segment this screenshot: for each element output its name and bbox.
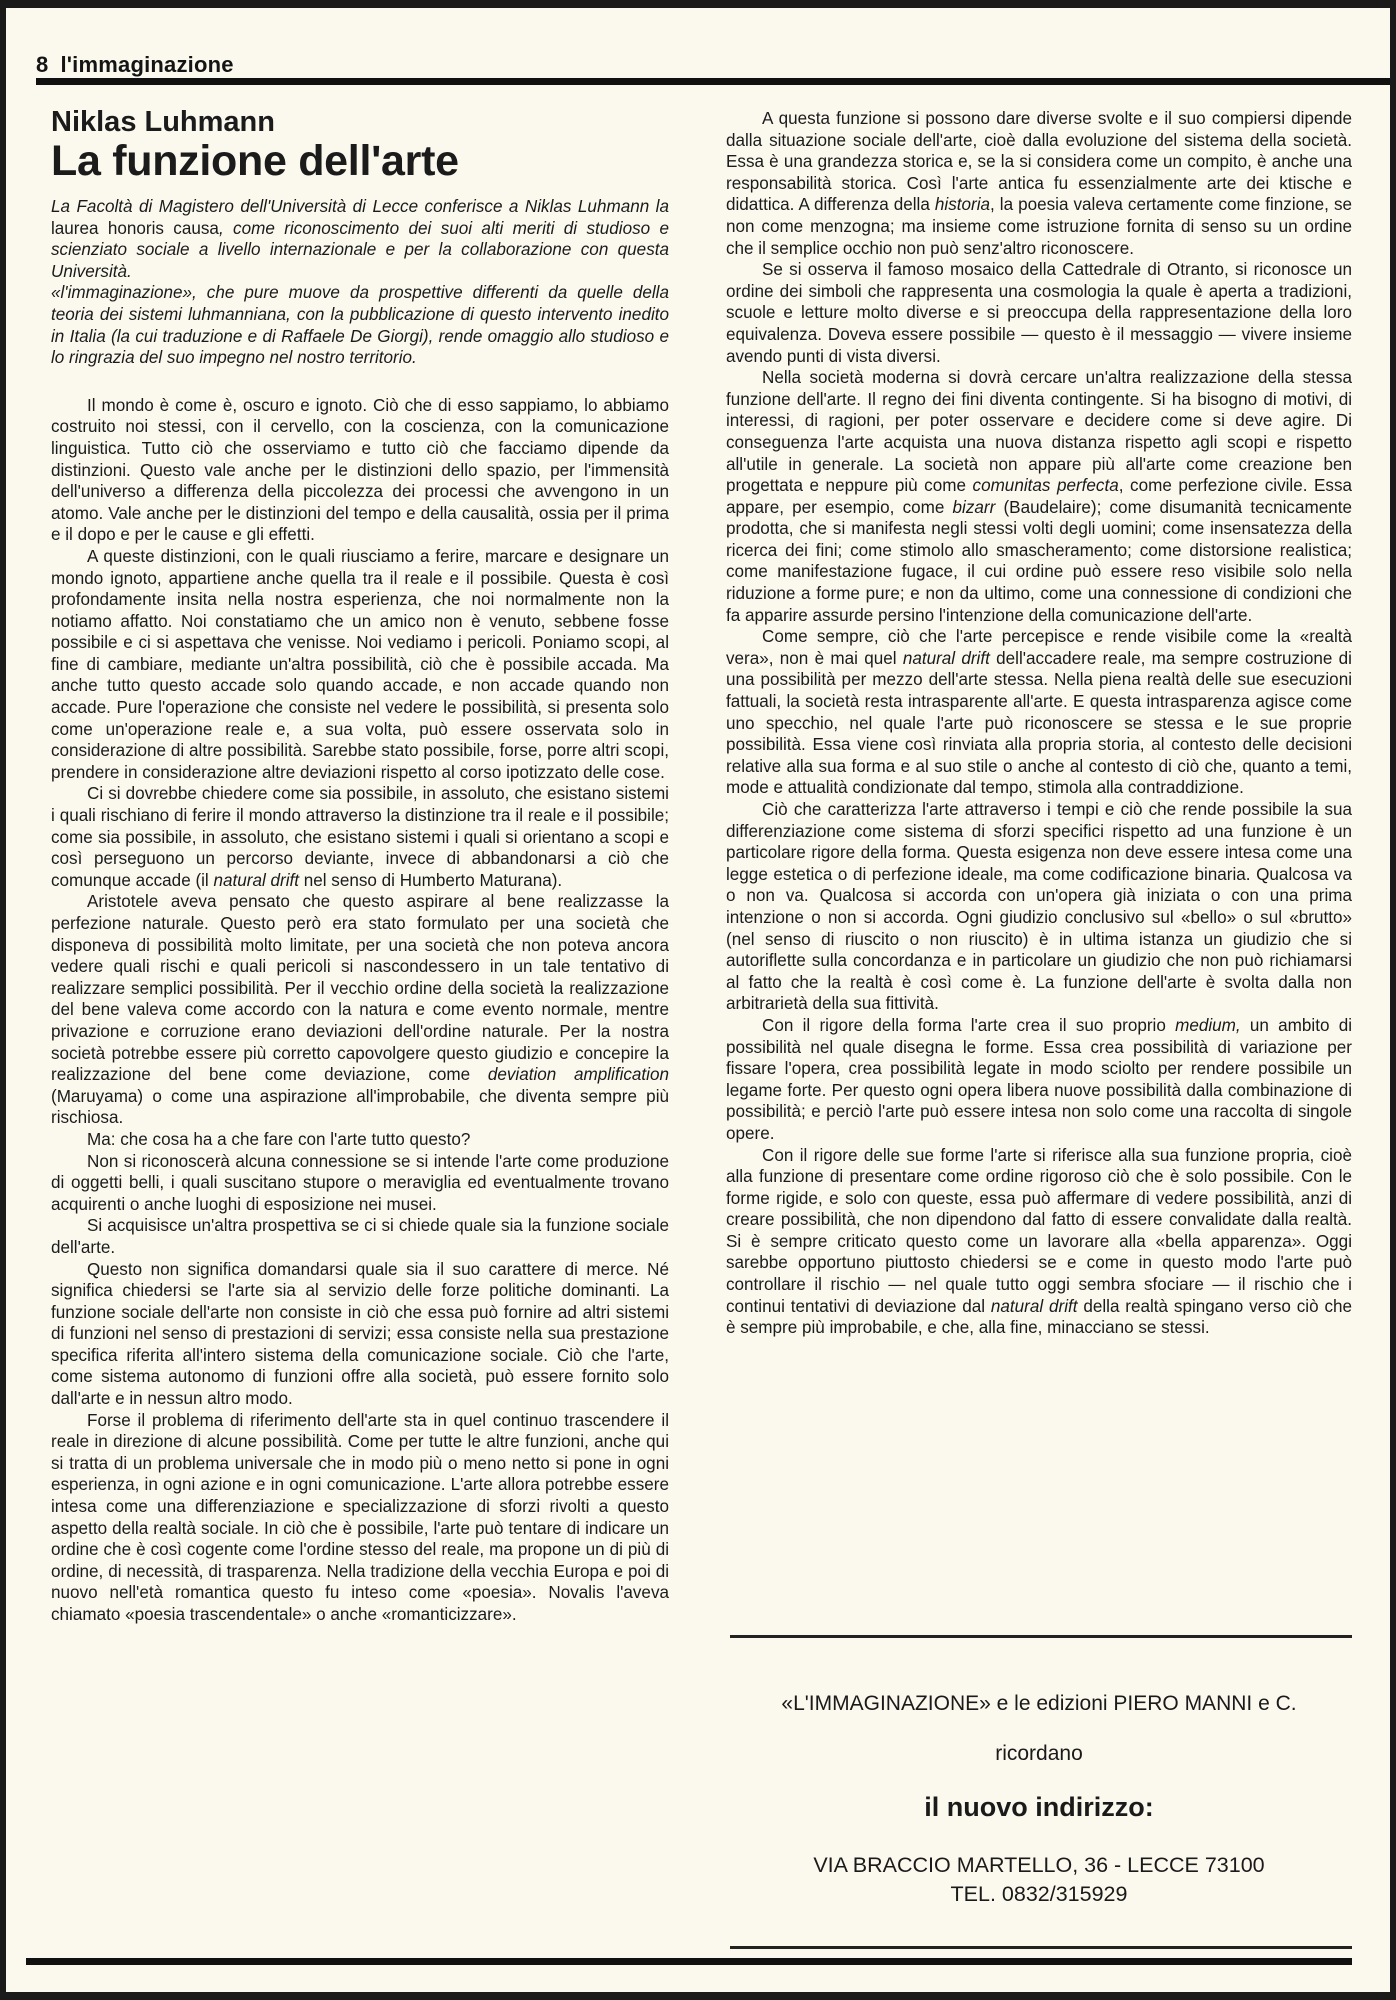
body-text: Con il rigore della forma l'arte crea il suo proprio — [762, 1015, 1176, 1035]
notice-bottom-rule — [730, 1946, 1352, 1949]
page-number: 8 — [36, 52, 49, 77]
footer-rule — [26, 1958, 1352, 1965]
body-paragraph — [726, 367, 1352, 626]
article-title: La funzione dell'arte — [51, 137, 459, 185]
italic-term: bizarr — [952, 497, 996, 517]
left-column — [51, 106, 669, 1626]
italic-term: historia — [934, 195, 990, 215]
body-paragraph: Ma: che cosa ha a che fare con l'arte tutto questo? — [87, 1129, 471, 1149]
italic-term: natural drift — [213, 870, 299, 890]
publication-name: l'immaginazione — [60, 52, 234, 77]
body-text: Con il rigore delle sue forme l'arte si riferisce alla sua funzione propria, cioè alla funzione di presentare come ordine rigoroso ciò che è solo possibile. Con le forme rigide, e solo con queste, essa può affermare di vedere possibilità, anzi di creare possibilità, che non dipendono dal fatto di essere convalidate dalla realtà. Si è sempre criticato questo come un lavorare alla «bella apparenza». Oggi sarebbe opportuno piuttosto chiedersi se e come in questo modo l'arte può controllare il rischio — nel quale tutto oggi sembra sfociare — il rischio che i continui tentativi di deviazione dal — [726, 1145, 1352, 1316]
body-text: Aristotele aveva pensato che questo aspirare al bene realizzasse la perfezione naturale. Questo però era stato formulato per una società che disponeva di possibilità molto limitate, per una società che non poteva ancora vedere quali rischi e quali pericoli si nascondessero in un tale tentativo di realizzare semplici possibilità. Per il vecchio ordine della società la realizzazione del bene valeva come accordo con la natura e come evento normale, mentre privazione e corruzione erano deviazioni dell'ordine naturale. Per la nostra società potrebbe essere più corretto capovolgere questo giudizio e concepire la realizzazione del bene come deviazione, come — [51, 892, 669, 1085]
body-text: A questa funzione si possono dare diverse svolte e il suo compiersi dipende dalla situazione sociale dell'arte, cioè dalla evoluzione del sistema della società. Essa è una grandezza storica e, se la si considera come un compito, è anche una responsabilità storica. Così l'arte antica fu essenzialmente arte dei ktische e didattica. A differenza della — [726, 109, 1352, 215]
italic-term: natural drift — [990, 1296, 1078, 1316]
body-text: Come sempre, ciò che l'arte percepisce e rende visibile come la «realtà vera», non è mai quel — [726, 627, 1352, 668]
article-intro — [51, 196, 669, 369]
body-paragraph — [51, 783, 669, 891]
header-rule — [36, 78, 1390, 85]
body-text: un ambito di possibilità nel quale disegna le forme. Essa crea possibilità di variazione per fissare l'opera, crea possibilità legate in modo sciolto per rendere possibile un legame forte. Per questo ogni opera libera nuove possibilità dalla combinazione di possibilità; e perciò l'arte può essere intesa non solo come una raccolta di singole opere. — [726, 1015, 1353, 1143]
body-paragraph: A queste distinzioni, con le quali riusciamo a ferire, marcare e designare un mondo ignoto, appartiene anche quella tra il reale e il possibile. Questa è così profondamente insita nella nostra esperienza, che noi normalmente non la notiamo affatto. Noi constatiamo che un amico non è venuto, sebbene fosse possibile e ci si aspettava che venisse. Noi vediamo i pericoli. Poniamo scopi, al fine di cambiare, mediante un'altra possibilità, ciò che è possibile accada. Ma anche tutto questo accade solo quando accade, e non accade quando non accade. Pure l'operazione che consiste nel vedere le possibilità, si presenta solo come un'operazione reale e, a sua volta, può essere osservata solo in considerazione di altre possibilità. Sarebbe stato possibile, forse, porre altri scopi, prendere in considerazione altre deviazioni rispetto al corso ipotizzato delle cose. — [51, 546, 669, 782]
notice-line-ricordano: ricordano — [995, 1742, 1083, 1765]
notice-line-publishers: «L'IMMAGINAZIONE» e le edizioni PIERO MANNI e C. — [781, 1692, 1297, 1715]
body-paragraph: Se si osserva il famoso mosaico della Cattedrale di Otranto, si riconosce un ordine dei simboli che rappresenta una cosmologia la quale è aperta a tradizioni, scuole e letture molto diverse e si preoccupa della rappresentazione della loro equivalenza. Doveva essere possibile — questo è il messaggio — vivere insieme avendo punti di vista diversi. — [726, 260, 1352, 366]
address-notice — [726, 1648, 1352, 1907]
body-paragraph — [726, 626, 1352, 799]
body-text: Ci si dovrebbe chiedere come sia possibile, in assoluto, che esistano sistemi i quali rischiano di ferire il mondo attraverso la distinzione tra il reale e il possibile; come sia possibile, in assoluto, che esistano sistemi i quali si orientano a scopi e così perseguono un percorso deviante, invece di abbandonarsi a ciò che comunque accade (il — [51, 784, 669, 890]
italic-term: medium, — [1175, 1015, 1241, 1035]
body-paragraph: Questo non significa domandarsi quale sia il suo carattere di merce. Né significa chiedersi se l'arte sia al servizio delle forze politiche dominanti. La funzione sociale dell'arte non consiste in ciò che essa può fornire ad altri sistemi di funzioni nel senso di prestazioni di servizi; essa consiste nella sua prestazione specifica riferita all'intero sistema della comunicazione sociale. Ciò che l'arte, come sistema autonomo di funzioni offre alla società, può essere fornito solo dall'arte e in nessun altro modo. — [51, 1259, 669, 1409]
body-text: (Maruyama) o come una aspirazione all'improbabile, che diventa sempre più rischiosa. — [51, 1086, 669, 1128]
body-text: (Baudelaire); come disumanità tecnicamente prodotta, che si manifesta negli stessi volti degli uomini; come insensatezza della ricerca dei fini; come stimolo allo smascheramento; come distorsione realistica; come manifestazione fugace, il cui ordine può essere reso visibile solo nella riduzione a forme pure; e non da ultimo, come una connessione di condizioni che fa apparire assurde persino l'intenzione della comunicazione dell'arte. — [726, 497, 1352, 625]
body-paragraph: Ciò che caratterizza l'arte attraverso i tempi e ciò che rende possibile la sua differenziazione come sistema di sforzi specifici rispetto ad una funzione è un particolare rigore della forma. Questa esigenza non deve essere intesa come una legge estetica o di perfezione ideale, ma come codificazione binaria. Qualcosa va o non va. Qualcosa si accorda con un'opera già iniziata o con una prima intenzione o non si accorda. Ogni giudizio conclusivo sul «bello» o sul «brutto» (nel senso di riuscito o non riuscito) è in ultima istanza un giudizio che si autoriflette sulla concordanza e in particolare un giudizio che non può richiamarsi al fatto che la realtà è così come è. La funzione dell'arte è svolta dalla non arbitrarietà della sua fittività. — [726, 800, 1352, 1014]
right-column — [726, 108, 1352, 1339]
body-paragraph — [726, 1145, 1352, 1339]
magazine-page — [6, 8, 1390, 1992]
body-paragraph: Il mondo è come è, oscuro e ignoto. Ciò che di esso sappiamo, lo abbiamo costruito noi stessi, con il cervello, con la coscienza, con la comunicazione linguistica. Tutto ciò che osserviamo e tutto ciò che facciamo dipende da distinzioni. Questo vale anche per le distinzioni dello spazio, per l'immensità dell'universo a differenza della piccolezza dei processi che avvengono in un atomo. Vale anche per le distinzioni del tempo e della causalità, ossia per il prima e il dopo e per le cause e gli effetti. — [51, 395, 669, 545]
notice-address: VIA BRACCIO MARTELLO, 36 - LECCE 73100 — [813, 1853, 1265, 1877]
body-text: , come perfezione civile. Essa appare, per esempio, come — [726, 476, 1353, 517]
notice-phone: TEL. 0832/315929 — [950, 1882, 1128, 1906]
intro-text: , come riconoscimento dei suoi alti meriti di studioso e scienziato sociale a livello internazionale e per la collaborazione con questa Università. — [51, 218, 670, 281]
body-paragraph: Si acquisisce un'altra prospettiva se ci si chiede quale sia la funzione sociale dell'arte. — [51, 1216, 669, 1257]
body-paragraph: Non si riconoscerà alcuna connessione se si intende l'arte come produzione di oggetti belli, i quali suscitano stupore o meraviglia ed eventualmente trovano acquirenti o anche luoghi di esposizione nei musei. — [51, 1151, 669, 1214]
body-paragraph — [726, 108, 1352, 259]
running-head — [36, 52, 234, 78]
body-text: Nella società moderna si dovrà cercare un'altra realizzazione della stessa funzione dell'arte. Il regno dei fini diventa contingente. Si ha bisogno di motivi, di interessi, di ragioni, per poter osservare e decidere come si deve agire. Di conseguenza l'arte acquista una nuova distanza rispetto agli scopi e rispetto all'utile in generale. La società non appare più all'arte come creazione ben progettata e neppure più come — [726, 368, 1352, 496]
intro-paragraph: «l'immaginazione», che pure muove da prospettive differenti da quelle della teoria dei sistemi luhmanniana, con la pubblicazione di questo intervento inedito in Italia (la cui traduzione e di Raffaele De Giorgi), rende omaggio allo studioso e lo ringrazia del suo impegno nel nostro territorio. — [51, 283, 669, 368]
italic-term: natural drift — [902, 648, 990, 668]
intro-text: La Facoltà di Magistero dell'Università di Lecce conferisce a Niklas Luhmann la — [51, 197, 669, 216]
italic-term: comunitas perfecta — [972, 476, 1119, 496]
intro-upright-text: laurea honoris causa — [51, 218, 219, 238]
notice-heading: il nuovo indirizzo: — [924, 1792, 1154, 1822]
intro-paragraph — [51, 196, 669, 282]
body-text: nel senso di Humberto Maturana). — [299, 870, 563, 890]
body-paragraph — [51, 891, 669, 1129]
body-text: , la poesia valeva certamente come finzione, se non come menzogna; ma insieme come istruzione fornita di senso su un ordine che il semplice occhio non può senz'altro riconoscere. — [726, 195, 1352, 258]
body-text: della realtà spingano verso ciò che è sempre più improbabile, e che, alla fine, minacciano se stessi. — [726, 1296, 1353, 1338]
body-text: dell'accadere reale, ma sempre costruzione di una possibilità per mezzo dell'arte stessa. Nella piena realtà delle sue esecuzioni fattuali, la società resta intrasparente all'arte. E questa intrasparenza agisce come uno specchio, nel quale l'arte può riconoscere se stessa e le sue proprie possibilità. Essa viene così rinviata alla propria storia, al contesto delle decisioni relative alla sua forma e al suo stile o anche al contesto di ciò che, quanto a temi, mode e attualità condizionate dal tempo, stimola alla contraddizione. — [726, 648, 1352, 798]
notice-top-rule — [730, 1635, 1352, 1638]
article-author: Niklas Luhmann — [51, 106, 275, 138]
italic-term: deviation amplification — [487, 1065, 669, 1085]
body-paragraph — [726, 1015, 1352, 1145]
body-paragraph: Forse il problema di riferimento dell'arte sta in quel continuo trascendere il reale in direzione di alcune possibilità. Come per tutte le altre funzioni, anche qui si tratta di un problema universale che in modo più o meno netto si pone in ogni esperienza, in ogni azione e in ogni comunicazione. L'arte allora potrebbe essere intesa come una differenziazione e specializzazione di sforzi rivolti a questo aspetto della realtà sociale. In ciò che è possibile, l'arte può tentare di indicare un ordine che è così cogente come l'ordine stesso del reale, ma propone un di più di ordine, di necessità, di trasparenza. Nella tradizione della vecchia Europa e poi di nuovo nell'età romantica questo fu inteso come «poesia». Novalis l'aveva chiamato «poesia trascendentale» o anche «romanticizzare». — [51, 1410, 669, 1624]
